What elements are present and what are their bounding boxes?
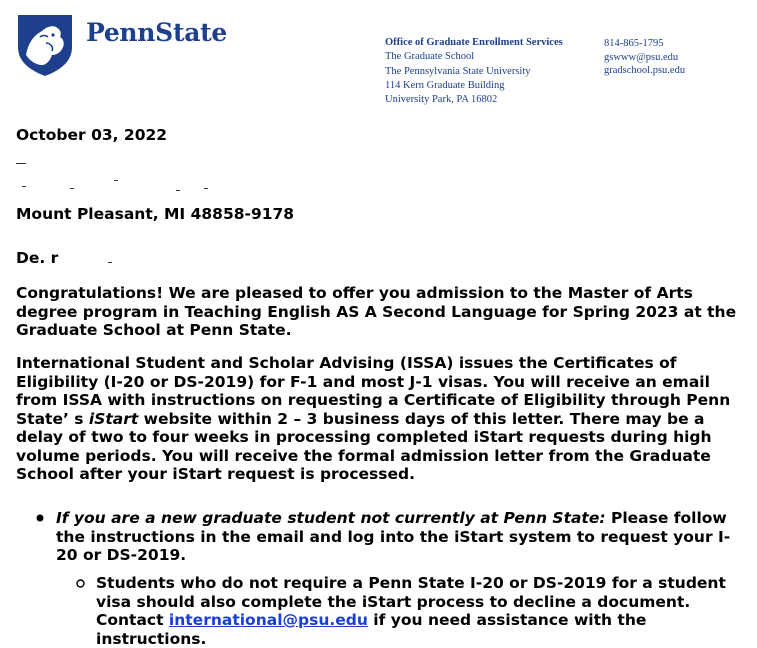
bullet-disc-icon: [36, 514, 44, 522]
bullet-circle-icon: [76, 579, 85, 588]
sub-bullet-text-2: if you need assistance with the instructions.: [96, 611, 647, 648]
contact-email: gswww@psu.edu: [604, 52, 679, 63]
redacted-line: [22, 186, 26, 187]
bullet-new-student-lead: If you are a new graduate student not currently at Penn State:: [56, 509, 606, 527]
redacted-line: [114, 180, 118, 181]
paragraph-issa-text: International Student and Scholar Advising (ISSA) issues the Certificates of Eligibility (I-20 or DS-2019) for F-1 and most J-1 visas. You will receive an email from ISSA with instructions on requesting a Certificate of Eligibility through Penn State’ s: [16, 354, 731, 428]
redacted-line: [204, 188, 208, 189]
bullet-new-student: [56, 509, 736, 565]
paragraph-issa: [16, 354, 746, 484]
letterhead: [0, 0, 757, 115]
sub-bullet-text: Students who do not require a Penn State I-20 or DS-2019 for a student visa should also complete the iStart process to decline a document. Contact: [96, 574, 726, 629]
letter-date: October 03, 2022: [16, 126, 168, 144]
penn-state-shield-icon: [16, 13, 74, 77]
office-title: Office of Graduate Enrollment Services: [385, 37, 563, 48]
bullet-new-student-text: Please follow the instructions in the email and log into the iStart system to request your I-20 or DS-2019.: [56, 509, 731, 564]
office-line: The Pennsylvania State University: [385, 65, 531, 77]
penn-state-logo-text: PennState: [86, 18, 227, 47]
office-address: [385, 36, 563, 107]
redacted-line: [70, 188, 74, 189]
salutation: De. r: [16, 249, 59, 267]
paragraph-issa-text-2: website within 2 – 3 business days of this letter. There may be a delay of two to four weeks in processing completed iStart requests during high volume periods. You will receive the formal admission letter from the Graduate School after your iStart request is processed.: [16, 409, 712, 483]
contact-phone: 814-865-1795: [604, 38, 664, 49]
contact-website: gradschool.psu.edu: [604, 65, 686, 76]
istart-italic: iStart: [88, 409, 139, 428]
office-line: 114 Kern Graduate Building: [385, 79, 505, 91]
redacted-line: [108, 262, 112, 263]
sub-bullet-decline: [96, 574, 746, 648]
paragraph-congratulations: Congratulations! We are pleased to offer you admission to the Master of Arts degree program in Teaching English AS A Second Language for Spring 2023 at the Graduate School at Penn State.: [16, 284, 737, 339]
international-email-link[interactable]: international@psu.edu: [168, 611, 368, 629]
redacted-line: [176, 190, 180, 191]
office-line: The Graduate School: [385, 51, 475, 63]
address-city: Mount Pleasant, MI 48858-9178: [16, 205, 295, 223]
redacted-line: [16, 163, 26, 164]
office-line: University Park, PA 16802: [385, 94, 498, 106]
contact-info: [604, 36, 685, 77]
